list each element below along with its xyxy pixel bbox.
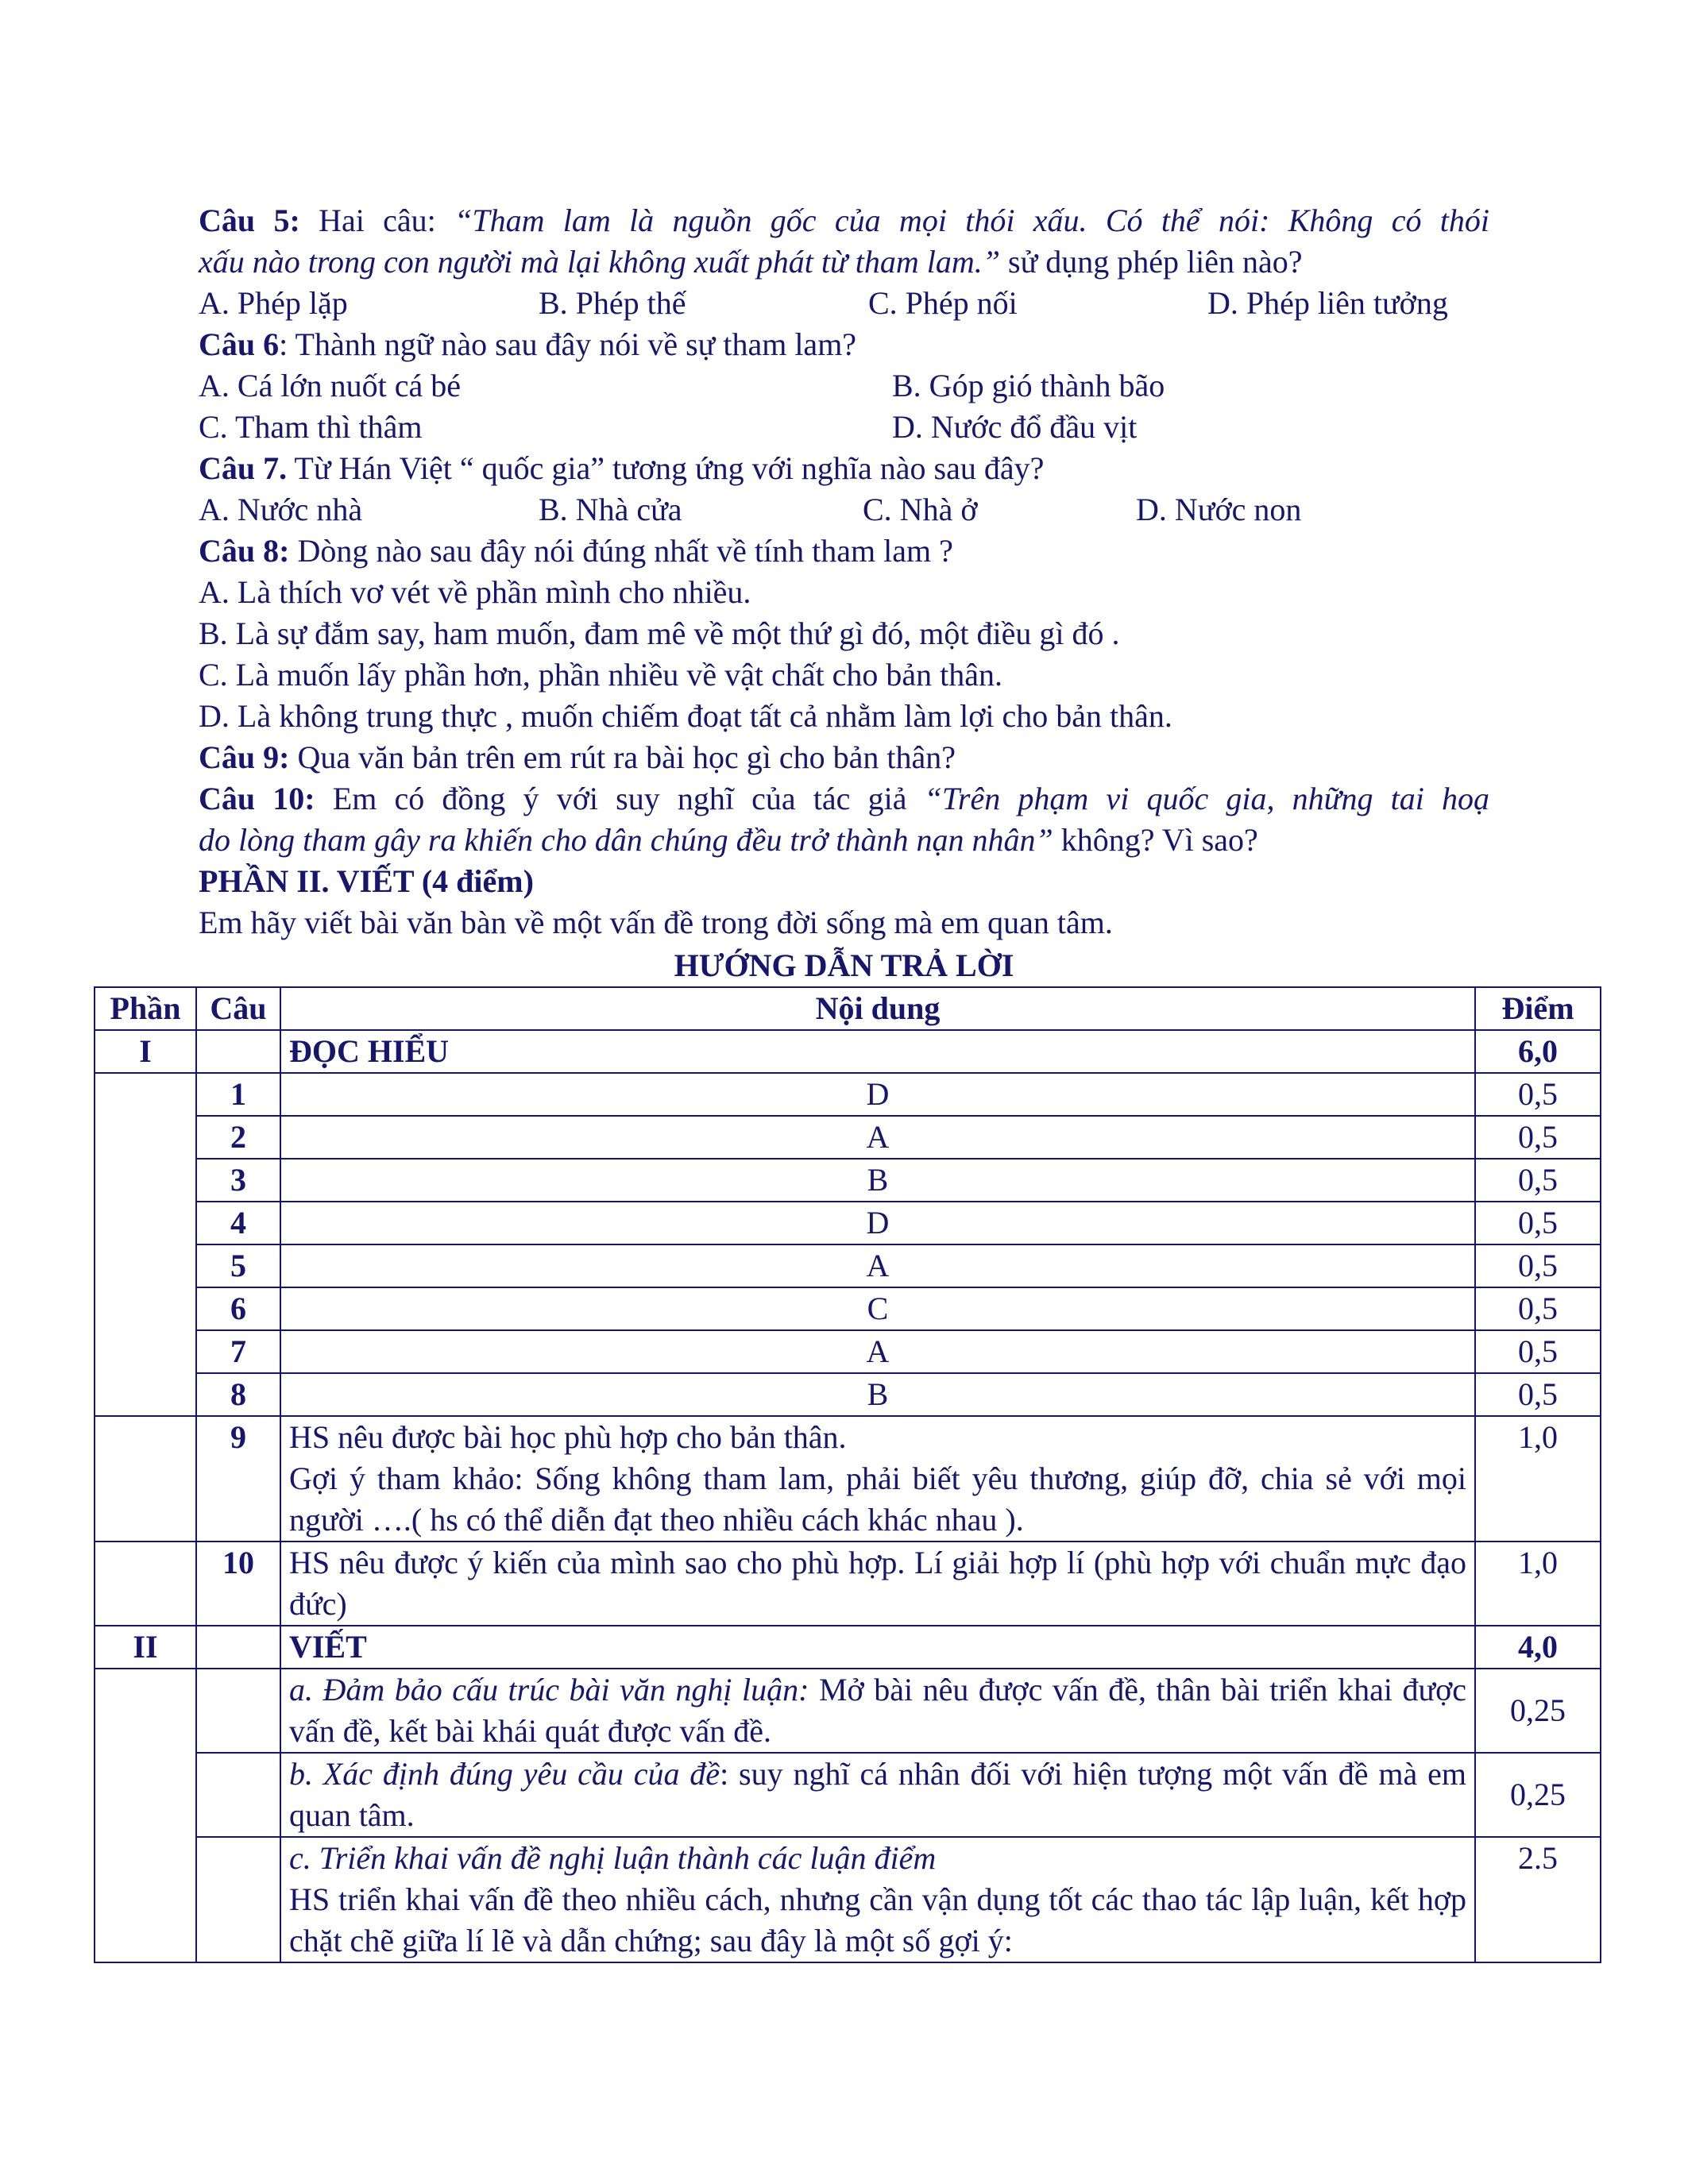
row-a-text: Mở bài nêu được vấn đề, thân bài triển khai được vấn đề, kết bài khái quát được vấn đề. [288,1672,1467,1749]
q10-line-2 [199,820,1489,861]
questions-section [199,200,1489,943]
q5-option-b: B. Phép thế [539,285,686,321]
row10-empty-cell [95,1542,196,1626]
header-diem: Điểm [1475,987,1601,1030]
q5-quote-1: “Tham lam là nguồn gốc của mọi thói xấu. Có thể nói: Không có thói [454,203,1490,238]
q8-option-b: B. Là sự đắm say, ham muốn, đam mê về một thứ gì đó, một điều gì đó . [199,615,1120,651]
row-c-content [280,1837,1475,1962]
row9-num: 9 [196,1416,280,1542]
row9-line-1: HS nêu được bài học phù hợp cho bản thân. [288,1419,847,1455]
q6-option-b: B. Góp gió thành bão [892,368,1165,403]
mc-num: 4 [196,1202,280,1244]
mc-num: 8 [196,1373,280,1416]
table-row [95,1159,1601,1202]
header-phan: Phần [95,987,196,1030]
row10-score: 1,0 [1475,1542,1601,1626]
row-b [95,1753,1601,1837]
row-c-empty-cell [196,1837,280,1962]
row-a-label: a. Đảm bảo cấu trúc bài văn nghị luận: [288,1672,809,1707]
mc-score: 0,5 [1475,1159,1601,1202]
part2-empty-cell [196,1626,280,1669]
row-a-empty-cell [196,1669,280,1753]
q6-label: Câu 6 [199,326,280,362]
q6-options-row-2 [199,407,1489,448]
mc-answer: A [280,1244,1475,1287]
answer-title: HƯỚNG DẪN TRẢ LỜI [674,947,1014,983]
q6-option-d: D. Nước đổ đầu vịt [892,409,1138,445]
mc-answer: A [280,1330,1475,1373]
q9-label: Câu 9: [199,739,290,775]
q5-quote-2: xấu nào trong con người mà lại không xuất phát từ tham lam.” [199,244,1001,280]
part2-prompt: Em hãy viết bài văn bàn về một vấn đề trong đời sống mà em quan tâm. [199,905,1113,940]
q5-label: Câu 5: [199,203,300,238]
q10-quote-1: “Trên phạm vi quốc gia, những tai hoạ [924,781,1490,816]
q6-text: : Thành ngữ nào sau đây nói về sự tham lam? [279,326,857,362]
q5-option-d: D. Phép liên tưởng [1207,285,1448,321]
q5-tail: sử dụng phép liên nào? [1000,244,1303,280]
row10-num: 10 [196,1542,280,1626]
q8-option-c: C. Là muốn lấy phần hơn, phần nhiều về vật chất cho bản thân. [199,657,1002,693]
mc-answer: B [280,1159,1475,1202]
q9-line [199,737,1489,778]
mc-num: 6 [196,1287,280,1330]
part2-title: VIẾT [280,1626,1475,1669]
header-noi-dung: Nội dung [280,987,1475,1030]
table-row [95,1073,1601,1116]
answer-table [94,986,1601,1963]
header-cau: Câu [196,987,280,1030]
q7-option-b: B. Nhà cửa [539,492,682,527]
mc-score: 0,5 [1475,1373,1601,1416]
q7-options [199,489,1489,531]
table-row [95,1373,1601,1416]
q7-option-d: D. Nước non [1136,492,1302,527]
q9-text: Qua văn bản trên em rút ra bài học gì cho bản thân? [289,739,956,775]
row-c-score: 2.5 [1475,1837,1601,1962]
q5-options [199,283,1489,324]
table-row [95,1116,1601,1159]
mc-answer: A [280,1116,1475,1159]
table-row [95,1244,1601,1287]
part1-score: 6,0 [1475,1030,1601,1073]
row9-score: 1,0 [1475,1416,1601,1542]
q10-quote-2: do lòng tham gây ra khiến cho dân chúng đều trở thành nạn nhân” [199,822,1053,858]
row9-content [280,1416,1475,1542]
part2-score: 4,0 [1475,1626,1601,1669]
part1-empty-cell [196,1030,280,1073]
q8-label: Câu 8: [199,533,290,569]
row-10 [95,1542,1601,1626]
part2-heading: PHẦN II. VIẾT (4 điểm) [199,863,534,899]
row-c-label: c. Triển khai vấn đề nghị luận thành các luận điểm [288,1840,937,1876]
mc-num: 7 [196,1330,280,1373]
part2-name: II [95,1626,196,1669]
mc-answer: C [280,1287,1475,1330]
mc-score: 0,5 [1475,1073,1601,1116]
mc-score: 0,5 [1475,1202,1601,1244]
q8-option-d: D. Là không trung thực , muốn chiếm đoạt tất cả nhằm làm lợi cho bản thân. [199,698,1172,734]
row-b-content [280,1753,1475,1837]
row-b-empty-cell [196,1753,280,1837]
row-b-text: : suy nghĩ cá nhân đối với hiện tượng một vấn đề mà em quan tâm. [288,1756,1467,1833]
row-a [95,1669,1601,1753]
q7-line [199,448,1489,489]
mc-answer: B [280,1373,1475,1416]
q5-line-2 [199,241,1489,283]
mc-num: 3 [196,1159,280,1202]
row10-content: HS nêu được ý kiến của mình sao cho phù hợp. Lí giải hợp lí (phù hợp với chuẩn mực đạo đức) [280,1542,1475,1626]
part1-row [95,1030,1601,1073]
q6-options-row-1 [199,365,1489,407]
q10-text: Em có đồng ý với suy nghĩ của tác giả [315,781,925,816]
table-row [95,1202,1601,1244]
row-b-label: b. Xác định đúng yêu cầu của đề [288,1756,720,1792]
q10-tail: không? Vì sao? [1053,822,1258,858]
mc-answer: D [280,1202,1475,1244]
q8-line [199,531,1489,572]
q5-option-a: A. Phép lặp [199,285,348,321]
mc-num: 1 [196,1073,280,1116]
mc-answer: D [280,1073,1475,1116]
part2-row [95,1626,1601,1669]
q7-text: Từ Hán Việt “ quốc gia” tương ứng với nghĩa nào sau đây? [287,450,1045,486]
mc-score: 0,5 [1475,1330,1601,1373]
row9-line-2: Gợi ý tham khảo: Sống không tham lam, phải biết yêu thương, giúp đỡ, chia sẻ với mọi người ….( hs có thể diễn đạt theo nhiều cách khác nhau ). [288,1461,1467,1538]
row-b-score: 0,25 [1475,1753,1601,1837]
q7-option-c: C. Nhà ở [863,492,978,527]
q10-line-1 [199,778,1489,820]
q6-option-a: A. Cá lớn nuốt cá bé [199,368,461,403]
mc-score: 0,5 [1475,1116,1601,1159]
q10-label: Câu 10: [199,781,315,816]
row-c [95,1837,1601,1962]
row-c-text: HS triển khai vấn đề theo nhiều cách, nhưng cần vận dụng tốt các thao tác lập luận, kết hợp chặt chẽ giữa lí lẽ và dẫn chứng; sau đây là một số gợi ý: [288,1881,1467,1958]
part2-merged-cell [95,1669,196,1962]
q5-option-c: C. Phép nối [868,285,1018,321]
row9-empty-cell [95,1416,196,1542]
mc-score: 0,5 [1475,1287,1601,1330]
row-a-content [280,1669,1475,1753]
q8-text: Dòng nào sau đây nói đúng nhất về tính tham lam ? [289,533,953,569]
table-row [95,1330,1601,1373]
part1-merged-cell [95,1073,196,1416]
row-9 [95,1416,1601,1542]
q7-label: Câu 7. [199,450,288,486]
mc-num: 5 [196,1244,280,1287]
q5-text: Hai câu: [319,203,455,238]
table-header-row [95,987,1601,1030]
row-a-score: 0,25 [1475,1669,1601,1753]
mc-score: 0,5 [1475,1244,1601,1287]
q6-option-c: C. Tham thì thâm [199,409,423,445]
mc-num: 2 [196,1116,280,1159]
q6-line [199,324,1489,365]
table-row [95,1287,1601,1330]
q5-line-1 [199,200,1489,241]
q8-option-a: A. Là thích vơ vét về phần mình cho nhiều. [199,574,751,610]
part1-name: I [95,1030,196,1073]
part1-title: ĐỌC HIỂU [280,1030,1475,1073]
q7-option-a: A. Nước nhà [199,492,363,527]
